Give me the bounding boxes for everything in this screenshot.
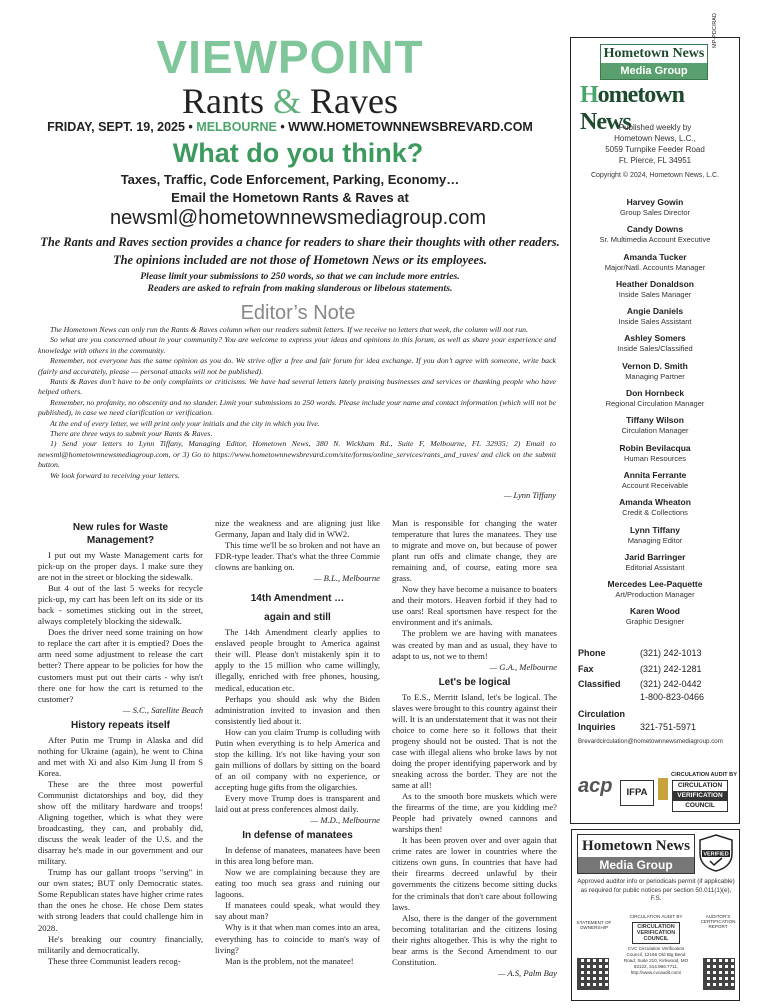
letter-heading: New rules for Waste Management? [72, 522, 169, 546]
pub-line: Hometown News, L.C., [614, 134, 696, 143]
contact-label: Phone [578, 648, 606, 658]
cvc-address: CVC Circulation Verification Council, 12166 Old Big Bend Road, Suite 210, Kirkwood, MO 63122, 314.966.7711, http://www.cvcaudit.com/ [623, 946, 689, 975]
qr-code-icon[interactable] [703, 958, 735, 990]
site-text: • WWW.HOMETOWNNEWSBREVARD.COM [280, 120, 533, 134]
letter-paragraph: nize the weakness and are aligning just like Germany, Japan and Italy did in WW2. [215, 518, 380, 540]
circulation-email: Brevardcirculation@hometownnewsmediagroup.com [578, 738, 723, 745]
verified-text: VERIFIED [703, 851, 729, 858]
verified-shield-icon [698, 834, 734, 872]
fax-number: (321) 242-1281 [640, 663, 702, 674]
staff-title: Major/Natl. Accounts Manager [604, 262, 706, 272]
addr-line: 5059 Turnpike Feeder Road [605, 145, 705, 154]
staff-entry [572, 579, 738, 600]
staff-title: Graphic Designer [625, 617, 685, 627]
copyright: Copyright © 2024, Hometown News, L.C. [590, 172, 720, 179]
staff-title: Art/Production Manager [615, 590, 695, 600]
letter-paragraph: Man is responsible for changing the water temperature that lures the manatees. They use to migrate and move on, but because of power plant run offs and climate change, they are remaining and, of course, eating more sea grass. [392, 518, 557, 584]
staff-name: Harvey Gowin [626, 197, 684, 207]
staff-entry [572, 306, 738, 327]
staff-title: Regional Circulation Manager [605, 399, 705, 409]
contact-label: Classified [578, 679, 621, 689]
editors-note-paragraph: 1) Send your letters to Lynn Tiffany, Managing Editor, Hometown News, 380 N. Wickham Rd., Suite F, Melbourne, FL 32935; 2) Email to newsml@hometownnewsmediagroup.com, or 3) Go to https://www.hometownnewsbrevard.com/site/forms/online_services/rants_and_raves/ and click on the submit button. [38, 439, 556, 470]
editors-note-body [38, 325, 556, 481]
letter-paragraph: Why is it that when man comes into an area, everything has to coincide to man's way of living? [215, 922, 380, 955]
logo-bottom-text: Media Group [578, 857, 694, 873]
pub-line: Published weekly by [618, 123, 692, 132]
editors-note-heading: Editor’s Note [240, 302, 356, 324]
call-email-at: Email the Hometown Rants & Raves at [171, 190, 409, 205]
staff-title: Human Resources [623, 453, 687, 463]
circ-label: Inquiries [578, 721, 616, 732]
cvc-line: VERIFICATION [673, 791, 727, 801]
letters-column-2 [215, 518, 380, 967]
intro-line-3: Please limit your submissions to 250 words, so that we can include more entries. [140, 271, 460, 282]
letter-heading-cont: again and still [264, 612, 331, 624]
cvc-audit-info [622, 914, 690, 976]
staff-title: Account Receivable [621, 480, 689, 490]
audit-label: CIRCULATION AUDIT BY [671, 772, 737, 778]
letter-paragraph: He's breaking our country financially, militarily and democratically. [38, 933, 203, 955]
staff-name: Candy Downs [626, 224, 684, 235]
letter-paragraph: Perhaps you should ask why the Biden administration invited to invasion and then consistently lied about it. [215, 693, 380, 726]
staff-title: Managing Editor [627, 535, 683, 545]
phone-number: (321) 242-1013 [640, 648, 702, 658]
cvc-logo [672, 780, 728, 812]
city-text: MELBOURNE [196, 120, 277, 134]
qr-code-icon[interactable] [577, 958, 609, 990]
editors-note-paragraph: Remember, not everyone has the same opinion as you do. We strive offer a free and fair forum for idea exchange. If you don’t agree with someone, write back (fairly and accurately, please — personal attacks will not be published). [38, 356, 556, 376]
page-title: VIEWPOINT [156, 31, 424, 83]
staff-title: Group Sales Director [619, 208, 691, 217]
letter-signature: — B.L., Melbourne [313, 573, 380, 584]
letter-paragraph: In defense of manatees, manatees have been in this area long before man. [215, 845, 380, 867]
editors-note-paragraph: We look forward to receiving your letters. [50, 470, 180, 480]
staff-name: Angie Daniels [626, 306, 684, 317]
intro-line-4: Readers are asked to refrain from making slanderous or libelous statements. [147, 283, 453, 294]
staff-entry [572, 470, 738, 491]
media-group-logo-2 [577, 834, 695, 874]
contact-label: Fax [578, 663, 594, 674]
subtitle-right: Raves [310, 81, 398, 121]
classified-number: (321) 242-0442 [640, 679, 702, 689]
letter-paragraph: But 4 out of the last 5 weeks for recycle pick-up, my cart has been left on its side or its back - sometimes sticking out in the street, always completely blocking the sidewalk. [38, 583, 203, 627]
statement-label: STATEMENT OF OWNERSHIP [576, 920, 612, 930]
staff-name: Vernon D. Smith [622, 360, 688, 371]
letter-paragraph: How can you claim Trump is colluding with Putin when everything is to help America and stop the killing. It's not like having your son gain millions of dollars by sitting on the board of an oil company with no experience, or accepting huge gifts from the oligarchies. [215, 726, 380, 792]
audited-by: CIRCULATION AUDIT BY [629, 914, 683, 919]
staff-entry [572, 197, 738, 218]
staff-entry [572, 224, 738, 245]
letter-paragraph: To E.S., Merritt Island, let's be logical. The slaves were brought to this country against their will. It is an understatement that it was not their choice to come here so it follows that their progeny should not be ousted. That is not the case with illegal aliens who broke laws by not doing the proper identifying paperwork and by sneaking across the border. They are not the same at all! [392, 691, 557, 791]
staff-name: Karen Wood [630, 606, 680, 617]
letter-paragraph: Does the driver need some training on how to replace the cart after it is emptied? Does the arm need some adjustment to release the cart better? There appear to be policies for how the customers must put out their carts - why isn't there one for how the cart is returned to the customer? [38, 627, 203, 704]
staff-entry [572, 333, 738, 354]
letter-paragraph: I put out my Waste Management carts for pick-up on the proper days. I make sure they are not in the street or blocking the sidewalk. [38, 550, 203, 583]
staff-entry [572, 279, 738, 300]
addr-line: Ft. Pierce, FL 34951 [618, 156, 692, 165]
cvc-line: COUNCIL [685, 802, 715, 809]
staff-title: Credit & Collections [622, 508, 688, 518]
subtitle-amp: & [273, 81, 302, 121]
letter-heading: History repeats itself [71, 719, 170, 731]
staff-title: Sr. Multimedia Account Executive [599, 235, 711, 245]
staff-entry [572, 252, 738, 273]
contact-row [578, 663, 738, 676]
letter-paragraph: If manatees could speak, what would they say about man? [215, 900, 380, 922]
staff-name: Heather Donaldson [616, 278, 694, 289]
circulation-number: 321-751-5971 [640, 721, 697, 732]
staff-entry [572, 415, 738, 436]
staff-title: Managing Partner [625, 371, 685, 381]
staff-title: Editorial Assistant [625, 562, 685, 572]
letter-signature: — G.A., Melbourne [489, 661, 557, 672]
contact-label [578, 708, 640, 733]
staff-entry [572, 361, 738, 382]
ifpa-logo: IFPA [620, 780, 654, 806]
logo-bottom-text: Media Group [601, 63, 707, 79]
call-topics: Taxes, Traffic, Code Enforcement, Parking, Economy… [120, 172, 460, 187]
staff-title: Circulation Manager [621, 426, 689, 436]
staff-name: Don Hornbeck [625, 388, 685, 399]
editors-note-paragraph: So what are you concerned about in your community? You are welcome to express your ideas and opinions in this forum, as well as share your experience and knowledge with others in the community. [38, 335, 556, 355]
staff-name: Tiffany Wilson [626, 415, 684, 426]
staff-entry [572, 443, 738, 464]
logo-h-letter: H [580, 82, 598, 108]
letter-heading: In defense of manatees [242, 830, 353, 842]
letter-paragraph: Man is the problem, not the manatee! [225, 955, 354, 966]
editors-note-paragraph: There are three ways to submit your Rants & Raves. [50, 429, 213, 439]
staff-entry [572, 525, 738, 546]
contact-info [578, 647, 738, 733]
letters-column-1 [38, 518, 203, 967]
staff-title: Inside Sales Assistant [618, 317, 692, 327]
staff-title: Inside Sales/Classified [617, 344, 693, 354]
logo-rest-text: ometown News [580, 82, 684, 135]
contact-row [578, 647, 738, 660]
letter-paragraph: It has been proven over and over again that crime rates are lower in countries where the citizens own guns. In countries that have had their firearms decreed unlawful by their governments the citizens become sitting ducks for the criminals that don't care about following laws. [392, 835, 557, 912]
letter-paragraph: Now we are complaining because they are eating too much sea grass and ruining our lagoons. [215, 867, 380, 900]
cvc-line: CIRCULATION [677, 782, 723, 789]
cvc-small-logo: CIRCULATION VERIFICATION COUNCIL [632, 922, 680, 944]
letter-paragraph: These are the three most powerful Communist dictatorships and boy, did they show off the military hardware and troops! Aligning together, which is what they were broadcasting, they can, and probably did, discuss the weak leader of the U.S. and the disarray he's made in our government and our military. [38, 778, 203, 867]
mp-code: MP-PDC/RAD [712, 13, 718, 48]
letter-paragraph: As to the smooth bore muskets which were the firearms of the time, are you kidding me? People had privately owned cannons and warships then! [392, 791, 557, 835]
acp-logo: acp [578, 775, 613, 797]
publisher-address [572, 144, 738, 166]
letter-heading: Let's be logical [438, 676, 511, 688]
editors-note-signature: — Lynn Tiffany [503, 490, 556, 500]
editors-note-paragraph: Remember, no profanity, no obscenity and no slander. Limit your submissions to 250 words. Please include your name and contact information (which will not be published), in case we need clarification or verification. [38, 397, 556, 418]
classified-number: 1-800-823-0466 [640, 691, 705, 702]
letter-signature: — M.D., Melbourne [310, 815, 380, 826]
staff-entry [572, 552, 738, 573]
classified-numbers [640, 678, 738, 703]
media-group-logo [600, 44, 708, 80]
logo-top-text: Hometown News [601, 45, 707, 63]
letter-paragraph: Every move Trump does is transparent and laid out at press conferences almost daily. [215, 792, 380, 815]
staff-entry [572, 606, 738, 627]
submission-email: newsml@hometownnewsmediagroup.com [109, 207, 487, 229]
letter-heading: 14th Amendment … [250, 593, 345, 605]
staff-title: Inside Sales Manager [618, 289, 692, 299]
staff-name: Amanda Wheaton [619, 497, 691, 508]
letter-paragraph: The 14th Amendment clearly applies to enslaved people brought to America against their will. Please don't mistakenly spin it to apply to the 15 million who came willingly, illegally, enriched with free phones, housing, medical, education etc. [215, 627, 380, 693]
editors-note-paragraph: Rants & Raves don’t have to be only complaints or criticisms. We have had several letters lately praising businesses and services or thanking people who have helped others. [38, 377, 556, 397]
staff-name: Annita Ferrante [623, 469, 687, 480]
intro-line-1: The Rants and Raves section provides a chance for readers to share their thoughts with other readers. [40, 235, 560, 249]
letter-paragraph: After Putin me Trump in Alaska and did nothing for Ukraine (again), he went to China and met with Xi and also Kim Jung Il from S Korea. [38, 734, 203, 778]
staff-name: Lynn Tiffany [629, 524, 681, 535]
letter-paragraph: This time we'll be so broken and not have an FDR-type leader. That's what the three Commie clowns are banking on. [215, 540, 380, 573]
editors-note-paragraph: The Hometown News can only run the Rants & Raves column when our readers submit letters. If we receive no letters that week, the column will not run. [50, 325, 528, 334]
dateline [0, 120, 580, 134]
call-headline: What do you think? [172, 138, 424, 168]
award-ribbon-icon [658, 778, 668, 800]
staff-entry [572, 497, 738, 518]
staff-name: Amanda Tucker [623, 251, 687, 262]
publisher-info [572, 122, 738, 144]
staff-list [572, 197, 738, 634]
staff-entry [572, 388, 738, 409]
staff-name: Jarid Barringer [624, 551, 686, 562]
letter-paragraph: Also, there is the danger of the government becoming totalitarian and the citizens losing their rights altogether. This is why the right to bear arms is the Second Amendment to our Constitution. [392, 912, 557, 967]
subtitle-left: Rants [181, 81, 264, 121]
approved-notice: Approved auditor info or periodicals permit (if applicable) as required for public notices per section 50.011(1)(e), F.S. [577, 878, 735, 902]
circ-label: Circulation [578, 709, 626, 719]
date-text: FRIDAY, SEPT. 19, 2025 • [47, 120, 193, 134]
letter-paragraph: Trump has our gallant troops "serving" in our own states; BUT only Democratic states. Some Republican states have higher crime rates than the ones he chose. He chose Dem states with strong leaders that could challenge him in 2028. [38, 867, 203, 933]
staff-name: Ashley Somers [624, 333, 686, 344]
section-subtitle [0, 80, 580, 122]
intro-line-2: The opinions included are not those of Hometown News or its employees. [113, 253, 487, 267]
editors-note-paragraph: At the end of every letter, we will print only your initials and the city in which you live. [50, 418, 320, 428]
logo-top-text: Hometown News [582, 838, 690, 854]
report-label: AUDITOR'S CERTIFICATION REPORT [700, 914, 736, 929]
letters-column-3 [392, 518, 557, 979]
staff-name: Robin Bevilacqua [619, 442, 691, 453]
letter-signature: — S.C., Satellite Beach [122, 704, 203, 715]
letter-paragraph: The problem we are having with manatees was created by man and as usual, they have to adapt to us, not we to them! [392, 628, 557, 661]
contact-row [578, 678, 738, 703]
contact-row [578, 708, 738, 733]
letter-signature: — A.S, Palm Bay [497, 967, 557, 978]
letter-paragraph: Now they have become a nuisance to boaters and their motors. Heaven forbid if they had to use oars! Real sportsmen have respect for the environment and it's animals. [392, 584, 557, 628]
letter-paragraph: These three Communist leaders recog- [48, 955, 181, 966]
staff-name: Mercedes Lee-Paquette [607, 579, 703, 590]
